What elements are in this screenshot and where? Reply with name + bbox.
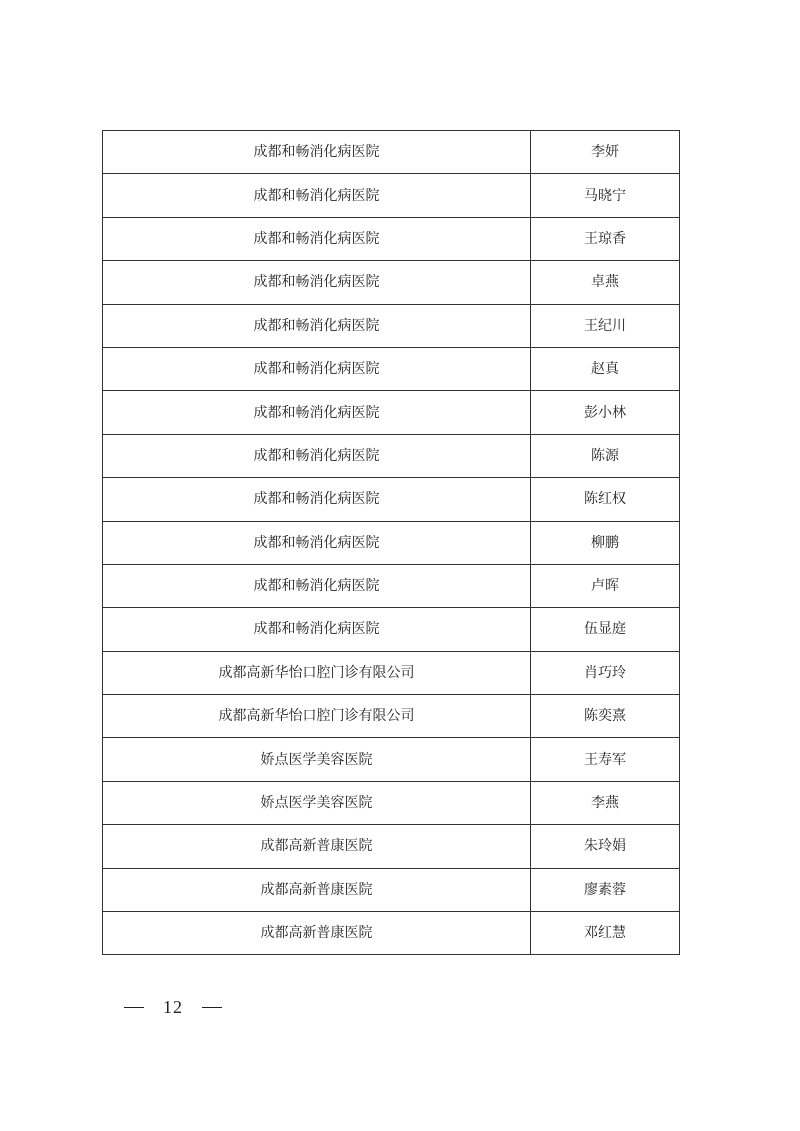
organization-cell: 成都和畅消化病医院 xyxy=(103,478,531,521)
page-number-footer xyxy=(124,996,222,1018)
organization-cell: 成都高新普康医院 xyxy=(103,912,531,955)
person-name-cell: 王寿军 xyxy=(531,738,680,781)
organization-cell: 成都高新普康医院 xyxy=(103,825,531,868)
person-name-cell: 柳鹏 xyxy=(531,521,680,564)
person-name-cell: 卓燕 xyxy=(531,261,680,304)
table-row xyxy=(103,131,680,174)
organization-cell: 娇点医学美容医院 xyxy=(103,781,531,824)
organization-cell: 成都高新华怡口腔门诊有限公司 xyxy=(103,651,531,694)
organization-cell: 成都高新普康医院 xyxy=(103,868,531,911)
table-row xyxy=(103,825,680,868)
right-dash xyxy=(202,1007,222,1008)
organization-cell: 成都和畅消化病医院 xyxy=(103,564,531,607)
organization-cell: 成都和畅消化病医院 xyxy=(103,304,531,347)
person-name-cell: 卢晖 xyxy=(531,564,680,607)
organization-cell: 成都和畅消化病医院 xyxy=(103,131,531,174)
person-name-cell: 彭小林 xyxy=(531,391,680,434)
table-row xyxy=(103,564,680,607)
person-name-cell: 陈红权 xyxy=(531,478,680,521)
table-row xyxy=(103,651,680,694)
table-row xyxy=(103,738,680,781)
person-name-cell: 王纪川 xyxy=(531,304,680,347)
person-name-cell: 朱玲娟 xyxy=(531,825,680,868)
person-name-cell: 肖巧玲 xyxy=(531,651,680,694)
table-row xyxy=(103,217,680,260)
table-row xyxy=(103,781,680,824)
organization-cell: 成都和畅消化病医院 xyxy=(103,174,531,217)
person-name-cell: 李燕 xyxy=(531,781,680,824)
table-row xyxy=(103,478,680,521)
organization-cell: 成都和畅消化病医院 xyxy=(103,391,531,434)
table-row xyxy=(103,608,680,651)
person-name-cell: 王琼香 xyxy=(531,217,680,260)
table-row xyxy=(103,695,680,738)
person-name-cell: 赵真 xyxy=(531,347,680,390)
left-dash xyxy=(124,1007,144,1008)
table-row xyxy=(103,174,680,217)
person-name-cell: 廖素蓉 xyxy=(531,868,680,911)
table-row xyxy=(103,434,680,477)
organization-cell: 成都和畅消化病医院 xyxy=(103,217,531,260)
organization-cell: 成都和畅消化病医院 xyxy=(103,608,531,651)
table-row xyxy=(103,391,680,434)
organization-cell: 成都和畅消化病医院 xyxy=(103,434,531,477)
page-number: 12 xyxy=(163,996,183,1017)
table-row xyxy=(103,521,680,564)
person-name-cell: 伍显庭 xyxy=(531,608,680,651)
person-name-cell: 邓红慧 xyxy=(531,912,680,955)
organization-cell: 成都和畅消化病医院 xyxy=(103,347,531,390)
person-name-cell: 马晓宁 xyxy=(531,174,680,217)
person-name-cell: 陈奕熹 xyxy=(531,695,680,738)
table-row xyxy=(103,261,680,304)
table-row xyxy=(103,304,680,347)
organization-cell: 成都和畅消化病医院 xyxy=(103,261,531,304)
roster-table xyxy=(102,130,680,955)
roster-table-body xyxy=(103,131,680,955)
organization-cell: 娇点医学美容医院 xyxy=(103,738,531,781)
table-row xyxy=(103,912,680,955)
person-name-cell: 陈源 xyxy=(531,434,680,477)
table-row xyxy=(103,347,680,390)
person-name-cell: 李妍 xyxy=(531,131,680,174)
organization-cell: 成都和畅消化病医院 xyxy=(103,521,531,564)
organization-cell: 成都高新华怡口腔门诊有限公司 xyxy=(103,695,531,738)
table-row xyxy=(103,868,680,911)
